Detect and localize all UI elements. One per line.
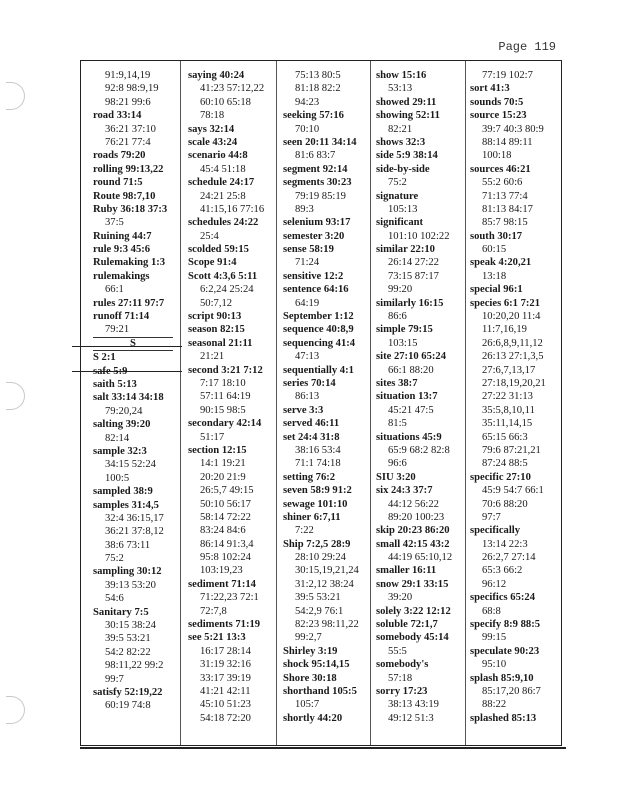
index-reference: 82:21: [388, 123, 413, 135]
index-column-3: [283, 69, 370, 725]
index-reference: 95:8 102:24: [200, 552, 251, 564]
index-reference: 45:4 51:18: [200, 163, 246, 175]
index-reference: 75:13 80:5: [295, 70, 341, 81]
index-term: Scott 4:3,6 5:11: [188, 270, 258, 282]
index-reference: 86:14 91:3,4: [200, 538, 254, 550]
index-term: road 33:14: [93, 110, 142, 122]
index-reference: 99:15: [482, 632, 507, 644]
index-reference: 7:22: [295, 525, 314, 537]
index-reference: 94:23: [295, 96, 320, 108]
index-term: segment 92:14: [283, 163, 348, 175]
index-term: signature: [376, 190, 419, 202]
index-reference: 53:13: [388, 83, 413, 95]
index-term: Sanitary 7:5: [93, 606, 149, 618]
index-term: selenium 93:17: [283, 217, 351, 229]
index-term: small 42:15 43:2: [376, 538, 450, 550]
index-term: somebody 45:14: [376, 632, 449, 644]
index-term: sorry 17:23: [376, 685, 428, 697]
index-reference: 11:7,16,19: [482, 324, 527, 336]
index-term: sediments 71:19: [188, 619, 261, 631]
index-reference: 89:3: [295, 203, 314, 215]
index-term: seen 20:11 34:14: [283, 136, 357, 148]
index-reference: 82:23 98:11,22: [295, 619, 359, 631]
index-term: roads 79:20: [93, 150, 146, 162]
index-term: somebody's: [376, 659, 429, 671]
index-term: series 70:14: [283, 377, 336, 389]
index-reference: 13:18: [482, 270, 507, 282]
index-reference: 81:5: [388, 418, 407, 430]
index-term: smaller 16:11: [376, 565, 437, 577]
index-term: snow 29:1 33:15: [376, 578, 449, 590]
index-reference: 66:1 88:20: [388, 364, 434, 376]
index-term: similar 22:10: [376, 244, 435, 256]
index-reference: 36:21 37:8,12: [105, 526, 164, 538]
index-term: situations 45:9: [376, 431, 442, 443]
index-reference: 30:15 38:24: [105, 620, 156, 632]
index-reference: 99:2,7: [295, 632, 322, 644]
index-reference: 45:21 47:5: [388, 404, 434, 416]
index-term: sources 46:21: [470, 163, 531, 175]
index-reference: 39:13 53:20: [105, 579, 156, 591]
binder-hole: [6, 696, 25, 724]
index-reference: 37:5: [105, 217, 124, 229]
index-term: sounds 70:5: [470, 96, 524, 108]
index-reference: 60:19 74:8: [105, 700, 151, 712]
index-reference: 101:10 102:22: [388, 230, 450, 242]
index-term: sort 41:3: [470, 83, 510, 95]
index-term: soluble 72:1,7: [376, 619, 438, 631]
index-reference: 100:18: [482, 150, 512, 162]
index-reference: 41:21 42:11: [200, 685, 251, 697]
index-term: similarly 16:15: [376, 297, 444, 309]
index-reference: 76:21 77:4: [105, 136, 151, 148]
index-reference: 49:12 51:3: [388, 712, 434, 724]
index-reference: 86:6: [388, 311, 407, 323]
index-reference: 88:22: [482, 699, 507, 711]
index-reference: 30:15,19,21,24: [295, 565, 359, 577]
index-term: schedule 24:17: [188, 177, 255, 189]
index-reference: 85:17,20 86:7: [482, 685, 541, 697]
index-reference: 51:17: [200, 431, 225, 443]
index-reference: 82:14: [105, 432, 130, 444]
column-separator: [276, 61, 277, 745]
index-reference: 26:14 27:22: [388, 257, 439, 269]
index-term: show 15:16: [376, 70, 427, 81]
index-reference: 21:21: [200, 351, 225, 363]
index-reference: 38:6 73:11: [105, 539, 151, 551]
index-term: section 12:15: [188, 444, 247, 456]
index-reference: 54:2,9 76:1: [295, 605, 344, 617]
index-term: salting 39:20: [93, 419, 151, 431]
index-term: Rulemaking 1:3: [93, 257, 166, 269]
index-reference: 27:18,19,20,21: [482, 377, 546, 389]
index-reference: 6:2,24 25:24: [200, 284, 254, 296]
index-term: seasonal 21:11: [188, 337, 253, 349]
index-reference: 71:24: [295, 257, 320, 269]
index-term: seven 58:9 91:2: [283, 485, 352, 497]
index-reference: 24:21 25:8: [200, 190, 246, 202]
index-reference: 54:2 82:22: [105, 646, 151, 658]
index-reference: 81:13 84:17: [482, 203, 533, 215]
index-reference: 99:7: [105, 673, 124, 685]
index-reference: 71:22,23 72:1: [200, 592, 259, 604]
index-term: setting 76:2: [283, 471, 336, 483]
index-term: specifically: [470, 525, 521, 537]
index-term: splashed 85:13: [470, 712, 537, 724]
index-reference: 14:1 19:21: [200, 458, 246, 470]
index-term: segments 30:23: [283, 177, 352, 189]
index-reference: 78:18: [200, 110, 225, 122]
binder-hole: [6, 82, 25, 110]
index-reference: 85:7 98:15: [482, 217, 528, 229]
index-term: scale 43:24: [188, 136, 238, 148]
index-term: says 32:14: [188, 123, 235, 135]
index-term: S 2:1: [93, 352, 116, 364]
index-term: sediment 71:14: [188, 578, 256, 590]
index-reference: 26:2,7 27:14: [482, 552, 536, 564]
index-reference: 81:6 83:7: [295, 150, 336, 162]
index-term: Ruby 36:18 37:3: [93, 203, 168, 215]
section-letter: S: [93, 337, 173, 351]
index-term: round 71:5: [93, 177, 143, 189]
index-term: shows 32:3: [376, 136, 426, 148]
index-reference: 90:15 98:5: [200, 404, 246, 416]
index-reference: 39:7 40:3 80:9: [482, 123, 544, 135]
index-term: splash 85:9,10: [470, 672, 534, 684]
index-reference: 103:15: [388, 337, 418, 349]
index-term: speak 4:20,21: [470, 257, 532, 269]
index-term: salt 33:14 34:18: [93, 392, 164, 404]
index-term: script 90:13: [188, 311, 242, 323]
index-reference: 13:14 22:3: [482, 538, 528, 550]
index-reference: 44:19 65:10,12: [388, 552, 453, 564]
index-reference: 65:15 66:3: [482, 431, 528, 443]
index-term: saying 40:24: [188, 70, 245, 81]
column-separator: [180, 61, 181, 745]
index-term: solely 3:22 12:12: [376, 605, 451, 617]
index-reference: 96:6: [388, 458, 407, 470]
index-reference: 16:17 28:14: [200, 645, 251, 657]
index-reference: 57:11 64:19: [200, 391, 251, 403]
index-term: sequence 40:8,9: [283, 324, 354, 336]
index-reference: 41:15,16 77:16: [200, 203, 265, 215]
index-term: season 82:15: [188, 324, 245, 336]
index-term: simple 79:15: [376, 324, 433, 336]
index-term: rules 27:11 97:7: [93, 297, 165, 309]
index-term: Shore 30:18: [283, 672, 337, 684]
index-term: showed 29:11: [376, 96, 437, 108]
index-reference: 71:13 77:4: [482, 190, 528, 202]
index-reference: 100:5: [105, 472, 130, 484]
index-reference: 99:20: [388, 284, 413, 296]
index-column-5: [470, 69, 560, 725]
index-term: sewage 101:10: [283, 498, 348, 510]
index-term: speculate 90:23: [470, 645, 540, 657]
index-reference: 91:9,14,19: [105, 70, 151, 81]
index-reference: 50:7,12: [200, 297, 233, 309]
index-term: safe 5:9: [93, 365, 128, 377]
index-term: showing 52:11: [376, 110, 440, 122]
index-term: scenario 44:8: [188, 150, 248, 162]
index-reference: 96:12: [482, 578, 507, 590]
index-reference: 26:6,8,9,11,12: [482, 337, 543, 349]
bottom-rule: [80, 747, 566, 749]
index-reference: 65:3 66:2: [482, 565, 523, 577]
index-term: sense 58:19: [283, 244, 334, 256]
index-reference: 35:5,8,10,11: [482, 404, 535, 416]
index-reference: 87:24 88:5: [482, 458, 528, 470]
index-reference: 10:20,20 11:4: [482, 311, 541, 323]
index-term: side 5:9 38:14: [376, 150, 438, 162]
index-reference: 79:20,24: [105, 405, 143, 417]
index-reference: 72:7,8: [200, 605, 227, 617]
index-term: rolling 99:13,22: [93, 163, 164, 175]
index-term: satisfy 52:19,22: [93, 686, 163, 698]
index-term: specific 27:10: [470, 471, 531, 483]
index-reference: 44:12 56:22: [388, 498, 439, 510]
index-reference: 60:10 65:18: [200, 96, 251, 108]
index-reference: 31:2,12 38:24: [295, 578, 354, 590]
index-reference: 79:19 85:19: [295, 190, 346, 202]
index-reference: 25:4: [200, 230, 219, 242]
index-column-4: [376, 69, 465, 725]
index-term: runoff 71:14: [93, 311, 150, 323]
index-reference: 38:13 43:19: [388, 699, 439, 711]
index-term: south 30:17: [470, 230, 523, 242]
index-term: scolded 59:15: [188, 244, 249, 256]
index-term: SIU 3:20: [376, 471, 416, 483]
index-term: sampling 30:12: [93, 566, 162, 578]
index-term: side-by-side: [376, 163, 430, 175]
index-reference: 88:14 89:11: [482, 136, 533, 148]
index-term: Scope 91:4: [188, 257, 237, 269]
index-term: seeking 57:16: [283, 110, 344, 122]
index-term: Ruining 44:7: [93, 230, 152, 242]
binder-hole: [6, 382, 25, 410]
index-reference: 35:11,14,15: [482, 418, 533, 430]
index-reference: 27:6,7,13,17: [482, 364, 536, 376]
index-reference: 47:13: [295, 351, 320, 363]
index-term: sampled 38:9: [93, 486, 153, 498]
index-reference: 39:5 53:21: [295, 592, 341, 604]
index-reference: 70:6 88:20: [482, 498, 528, 510]
index-term: shorthand 105:5: [283, 685, 357, 697]
index-reference: 73:15 87:17: [388, 270, 439, 282]
index-reference: 28:10 29:24: [295, 552, 346, 564]
index-term: significant: [376, 217, 424, 229]
index-term: saith 5:13: [93, 378, 137, 390]
index-reference: 95:10: [482, 659, 507, 671]
index-reference: 45:10 51:23: [200, 699, 251, 711]
index-term: sentence 64:16: [283, 284, 349, 296]
index-reference: 31:19 32:16: [200, 659, 251, 671]
column-separator: [370, 61, 371, 745]
index-term: sequentially 4:1: [283, 364, 354, 376]
index-reference: 45:9 54:7 66:1: [482, 485, 544, 497]
index-reference: 86:13: [295, 391, 320, 403]
index-reference: 33:17 39:19: [200, 672, 251, 684]
index-term: sample 32:3: [93, 445, 147, 457]
index-reference: 55:5: [388, 645, 407, 657]
index-term: sensitive 12:2: [283, 270, 344, 282]
index-reference: 27:22 31:13: [482, 391, 533, 403]
index-reference: 54:6: [105, 593, 124, 605]
index-term: shock 95:14,15: [283, 659, 350, 671]
index-column-2: [188, 69, 276, 725]
index-term: species 6:1 7:21: [470, 297, 541, 309]
index-reference: 54:18 72:20: [200, 712, 251, 724]
index-term: serve 3:3: [283, 404, 324, 416]
index-reference: 98:11,22 99:2: [105, 660, 164, 672]
index-reference: 98:21 99:6: [105, 96, 151, 108]
index-reference: 55:2 60:6: [482, 177, 523, 189]
index-reference: 39:5 53:21: [105, 633, 151, 645]
index-reference: 105:13: [388, 203, 418, 215]
index-reference: 75:2: [388, 177, 407, 189]
index-reference: 71:1 74:18: [295, 458, 341, 470]
index-reference: 64:19: [295, 297, 320, 309]
index-term: special 96:1: [470, 284, 523, 296]
index-term: secondary 42:14: [188, 418, 262, 430]
index-term: shortly 44:20: [283, 712, 343, 724]
index-term: sequencing 41:4: [283, 337, 356, 349]
index-term: situation 13:7: [376, 391, 438, 403]
index-term: September 1:12: [283, 311, 354, 323]
index-reference: 32:4 36:15,17: [105, 512, 164, 524]
index-reference: 70:10: [295, 123, 320, 135]
index-term: semester 3:20: [283, 230, 345, 242]
index-reference: 20:20 21:9: [200, 471, 246, 483]
index-reference: 79:21: [105, 324, 130, 336]
index-reference: 41:23 57:12,22: [200, 83, 265, 95]
index-term: source 15:23: [470, 110, 527, 122]
index-reference: 26:13 27:1,3,5: [482, 351, 544, 363]
index-reference: 57:18: [388, 672, 413, 684]
index-reference: 92:8 98:9,19: [105, 83, 159, 95]
index-reference: 79:6 87:21,21: [482, 444, 541, 456]
index-term: Ship 7:2,5 28:9: [283, 538, 351, 550]
index-reference: 38:16 53:4: [295, 444, 341, 456]
index-term: set 24:4 31:8: [283, 431, 340, 443]
index-term: see 5:21 13:3: [188, 632, 246, 644]
index-reference: 89:20 100:23: [388, 511, 445, 523]
index-reference: 68:8: [482, 605, 501, 617]
index-term: Route 98:7,10: [93, 190, 156, 202]
index-reference: 83:24 84:6: [200, 525, 246, 537]
index-reference: 34:15 52:24: [105, 459, 156, 471]
index-term: schedules 24:22: [188, 217, 259, 229]
index-term: specifics 65:24: [470, 592, 536, 604]
index-reference: 50:10 56:17: [200, 498, 251, 510]
index-term: served 46:11: [283, 418, 340, 430]
index-term: shiner 6:7,11: [283, 511, 341, 523]
index-reference: 75:2: [105, 553, 124, 565]
index-reference: 60:15: [482, 244, 507, 256]
index-term: sites 38:7: [376, 377, 418, 389]
index-reference: 26:5,7 49:15: [200, 485, 254, 497]
index-term: skip 20:23 86:20: [376, 525, 450, 537]
index-term: rule 9:3 45:6: [93, 244, 151, 256]
index-term: samples 31:4,5: [93, 499, 159, 511]
index-reference: 97:7: [482, 511, 501, 523]
index-reference: 81:18 82:2: [295, 83, 341, 95]
index-reference: 58:14 72:22: [200, 511, 251, 523]
index-term: rulemakings: [93, 270, 150, 282]
index-term: Shirley 3:19: [283, 645, 338, 657]
index-term: six 24:3 37:7: [376, 485, 433, 497]
index-reference: 105:7: [295, 699, 320, 711]
index-reference: 66:1: [105, 284, 124, 296]
index-term: specify 8:9 88:5: [470, 619, 541, 631]
index-column-1: [93, 69, 179, 713]
index-reference: 36:21 37:10: [105, 123, 156, 135]
index-reference: 103:19,23: [200, 565, 243, 577]
index-term: site 27:10 65:24: [376, 351, 447, 363]
index-reference: 65:9 68:2 82:8: [388, 444, 450, 456]
index-term: second 3:21 7:12: [188, 364, 263, 376]
index-reference: 39:20: [388, 592, 413, 604]
column-separator: [465, 61, 466, 745]
page-number: Page 119: [498, 40, 556, 54]
index-reference: 77:19 102:7: [482, 70, 533, 81]
index-reference: 7:17 18:10: [200, 377, 246, 389]
